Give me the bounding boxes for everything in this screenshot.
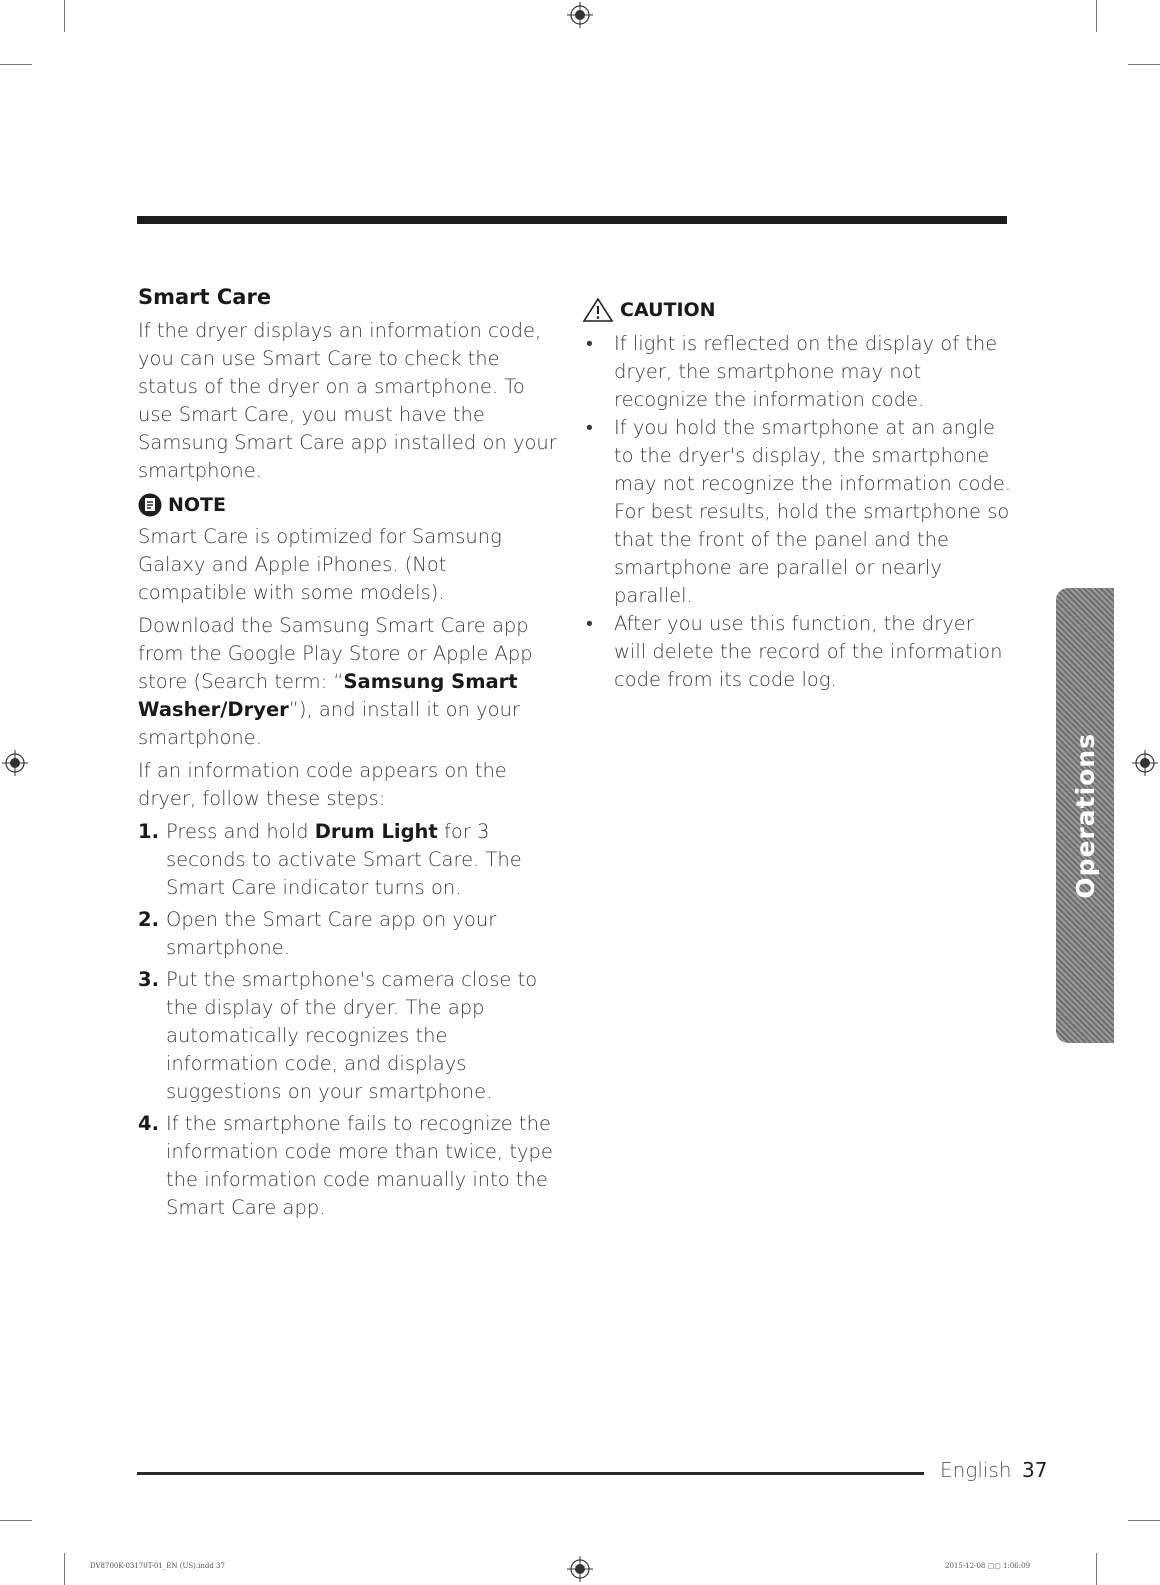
- bullet: •: [586, 612, 593, 635]
- step-number: 4.: [138, 1112, 159, 1135]
- step-item: [138, 1110, 558, 1222]
- caution-label: CAUTION: [620, 299, 716, 321]
- section-side-tab: [1056, 588, 1114, 1043]
- step-item: [138, 906, 558, 962]
- search-term: Samsung Smart Washer/Dryer: [138, 670, 518, 721]
- step-item: [138, 818, 558, 902]
- step-text: [166, 818, 558, 902]
- step-item: [138, 966, 558, 1106]
- bullet: •: [586, 416, 593, 439]
- registration-mark-icon: [567, 2, 593, 28]
- step-text-part: for 3 seconds to activate Smart Care. The Smart Care indicator turns on.: [166, 820, 522, 899]
- caution-item: [582, 414, 1012, 610]
- bullet: •: [586, 332, 593, 355]
- footer-language: English: [940, 1458, 1012, 1482]
- page-number: 37: [1022, 1458, 1048, 1482]
- crop-mark: [1128, 1520, 1160, 1521]
- registration-mark-icon: [1132, 750, 1158, 776]
- note-text: Download the Samsung Smart Care app from the Google Play Store or Apple App store (Search term: “: [138, 614, 533, 693]
- print-slug-file: DV8700K-03170T-01_EN (US).indd 37: [90, 1562, 225, 1570]
- note-heading: [138, 491, 558, 519]
- warning-icon: [582, 297, 614, 323]
- caution-text: After you use this function, the dryer will delete the record of the information code from its code log.: [614, 612, 1003, 691]
- crop-mark: [1128, 64, 1160, 65]
- step-number: 1.: [138, 820, 159, 843]
- step-text: Open the Smart Care app on your smartphone.: [166, 908, 497, 959]
- caution-list: [582, 330, 1012, 694]
- steps-list: [138, 818, 558, 1222]
- caution-text: If you hold the smartphone at an angle to the dryer's display, the smartphone may not recognize the information code. For best results, hold the smartphone so that the front of the panel and the smartphone are parallel or nearly parallel.: [614, 416, 1012, 607]
- crop-mark: [1096, 1553, 1097, 1585]
- step-text: If the smartphone fails to recognize the information code more than twice, type the information code manually into the Smart Care app.: [166, 1112, 553, 1219]
- note-download-paragraph: [138, 612, 558, 752]
- registration-mark-icon: [2, 750, 28, 776]
- step-text: Put the smartphone's camera close to the display of the dryer. The app automatically recognizes the information code, and displays suggestions on your smartphone.: [166, 968, 538, 1103]
- crop-mark: [0, 64, 32, 65]
- crop-mark: [64, 0, 65, 32]
- registration-mark-icon: [567, 1556, 593, 1582]
- note-icon: [138, 493, 162, 517]
- footer-rule: [137, 1472, 924, 1475]
- step-number: 3.: [138, 968, 159, 991]
- caution-heading: [582, 296, 1012, 324]
- left-column: [138, 283, 558, 1226]
- caution-text: If light is reflected on the display of the dryer, the smartphone may not recognize the information code.: [614, 332, 998, 411]
- note-label: NOTE: [168, 494, 226, 516]
- section-title: Smart Care: [138, 285, 272, 309]
- note-paragraph: Smart Care is optimized for Samsung Galaxy and Apple iPhones. (Not compatible with some models).: [138, 525, 502, 604]
- side-tab-label: Operations: [1070, 732, 1100, 899]
- intro-paragraph: If the dryer displays an information code, you can use Smart Care to check the status of the dryer on a smartphone. To use Smart Care, you must have the Samsung Smart Care app installed on your smartphone.: [138, 319, 557, 482]
- print-slug-date: 2015-12-08 ▢▢ 1:06:09: [945, 1562, 1031, 1570]
- header-rule: [137, 216, 1007, 224]
- step-number: 2.: [138, 908, 159, 931]
- procedure-intro: If an information code appears on the dryer, follow these steps:: [138, 759, 507, 810]
- caution-item: [582, 610, 1012, 694]
- crop-mark: [1096, 0, 1097, 32]
- right-column: [582, 290, 1012, 694]
- crop-mark: [0, 1520, 32, 1521]
- crop-mark: [64, 1553, 65, 1585]
- note-text: ”), and install it on your smartphone.: [138, 698, 520, 749]
- button-name: Drum Light: [314, 820, 438, 843]
- step-text-part: Press and hold: [166, 820, 315, 843]
- caution-item: [582, 330, 1012, 414]
